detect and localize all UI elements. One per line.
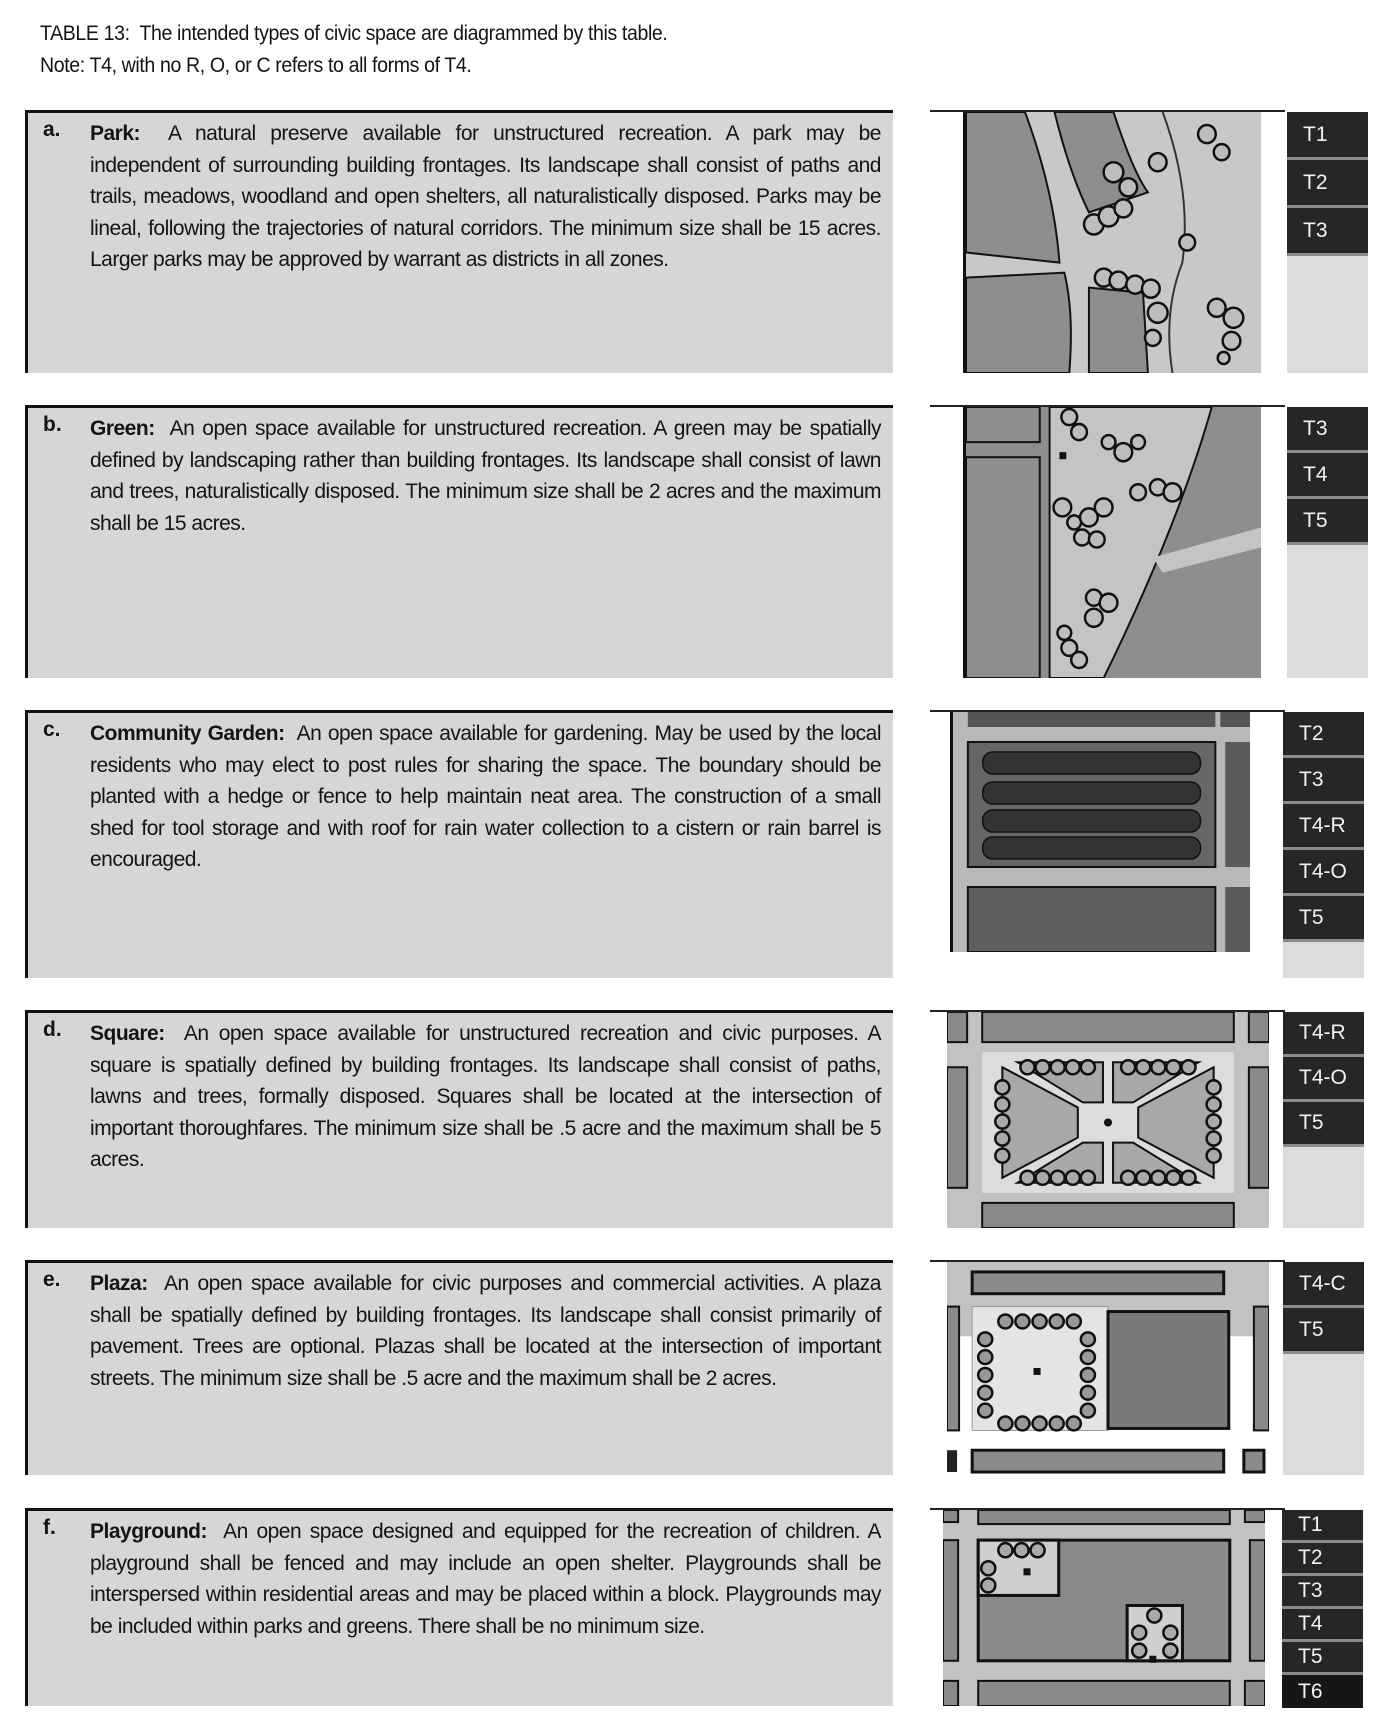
community-garden-diagram	[950, 712, 1250, 952]
zone-tag: T4-O	[1283, 850, 1364, 896]
zone-tag: T3	[1287, 407, 1368, 453]
zone-tag: T5	[1282, 1642, 1363, 1675]
civic-space-row-park	[0, 110, 1394, 373]
civic-space-row-community-garden	[0, 710, 1394, 978]
zone-tag: T3	[1282, 1576, 1363, 1609]
description	[90, 1268, 881, 1394]
civic-space-row-green	[0, 405, 1394, 678]
row-letter: a.	[43, 118, 61, 141]
definition: An open space designed and equipped for the recreation of children. A playground shall be fenced and may include an open shelter. Playgrounds shall be interspersed within residential areas and may be placed within a block. Playgrounds may be included within parks and greens. There shall be no minimum size.	[90, 1520, 882, 1638]
zone-tags	[1283, 1262, 1364, 1475]
zone-tag: T1	[1287, 112, 1368, 160]
term: Square:	[90, 1022, 165, 1045]
zone-tag: T4-R	[1283, 1012, 1364, 1057]
playground-diagram	[943, 1510, 1265, 1706]
description-box	[25, 1260, 893, 1475]
zone-tag: T4-C	[1283, 1262, 1364, 1308]
row-letter: c.	[43, 718, 61, 741]
caption-line-1	[40, 18, 667, 50]
zone-tag: T4-O	[1283, 1057, 1364, 1102]
zone-tag: T5	[1287, 499, 1368, 545]
term: Green:	[90, 417, 155, 440]
zone-tag: T5	[1283, 1102, 1364, 1147]
definition: An open space available for unstructured recreation and civic purposes. A square is spatially defined by building frontages. Its landscape shall consist of paths, lawns and trees, formally disposed. Squares shall be located at the intersection of important thoroughfares. The minimum size shall be .5 acre and the maximum shall be 5 acres.	[90, 1022, 881, 1171]
zone-tag: T5	[1283, 896, 1364, 942]
term: Park:	[90, 122, 141, 145]
square-diagram	[947, 1012, 1269, 1228]
zone-tags	[1283, 712, 1364, 978]
row-letter: b.	[43, 413, 62, 436]
zone-tag: T4-R	[1283, 804, 1364, 850]
zone-tag: T4	[1287, 453, 1368, 499]
definition: An open space available for unstructured recreation. A green may be spatially defined by landscaping rather than building frontages. Its landscape shall consist of lawn and trees, naturalistically disposed. The minimum size shall be 2 acres and the maximum shall be 15 acres.	[90, 417, 882, 535]
zone-tag: T1	[1282, 1510, 1363, 1543]
zone-tag: T5	[1283, 1308, 1364, 1354]
description	[90, 1516, 881, 1642]
zone-tag: T3	[1287, 208, 1368, 256]
description-box	[25, 110, 893, 373]
term: Playground:	[90, 1520, 208, 1543]
civic-space-row-playground	[0, 1508, 1394, 1706]
plaza-diagram	[947, 1262, 1269, 1475]
row-letter: e.	[43, 1268, 61, 1291]
zone-tag: T2	[1283, 712, 1364, 758]
zone-tag: T3	[1283, 758, 1364, 804]
row-letter: d.	[43, 1018, 62, 1041]
description	[90, 118, 881, 276]
green-diagram	[963, 407, 1261, 678]
caption-note: Note: T4, with no R, O, or C refers to all forms of T4.	[40, 54, 472, 77]
zone-tag: T4	[1282, 1609, 1363, 1642]
row-letter: f.	[43, 1516, 56, 1539]
description-box	[25, 1508, 893, 1706]
zone-tag: T2	[1287, 160, 1368, 208]
term: Plaza:	[90, 1272, 148, 1295]
caption-title: The intended types of civic space are diagrammed by this table.	[139, 22, 668, 45]
zone-tags	[1282, 1510, 1363, 1706]
zone-tag: T6	[1282, 1675, 1363, 1708]
zone-tags	[1283, 1012, 1364, 1228]
description-box	[25, 405, 893, 678]
civic-space-row-plaza	[0, 1260, 1394, 1475]
description	[90, 413, 881, 539]
table-caption	[40, 18, 667, 82]
zone-tags	[1287, 407, 1368, 678]
table-number: TABLE 13:	[40, 22, 130, 45]
description-box	[25, 710, 893, 978]
zone-tag: T2	[1282, 1543, 1363, 1576]
term: Community Garden:	[90, 722, 285, 745]
park-diagram	[963, 112, 1261, 373]
zone-tags	[1287, 112, 1368, 373]
definition: An open space available for gardening. May be used by the local residents who may elect to post rules for sharing the space. The boundary should be planted with a hedge or fence to help maintain neat area. The construction of a small shed for tool storage and with roof for rain water collection to a cistern or rain barrel is encouraged.	[90, 722, 881, 871]
description	[90, 1018, 881, 1176]
description-box	[25, 1010, 893, 1228]
civic-space-row-square	[0, 1010, 1394, 1228]
definition: A natural preserve available for unstructured recreation. A park may be independent of surrounding building frontages. Its landscape shall consist of paths and trails, meadows, woodland and open shelters, all naturalistically disposed. Parks may be lineal, following the trajectories of natural corridors. The minimum size shall be 15 acres. Larger parks may be approved by warrant as districts in all zones.	[90, 122, 881, 271]
description	[90, 718, 881, 876]
definition: An open space available for civic purposes and commercial activities. A plaza shall be spatially defined by building frontages. Its landscape shall consist primarily of pavement. Trees are optional. Plazas shall be located at the intersection of important streets. The minimum size shall be .5 acre and the maximum shall be 2 acres.	[90, 1272, 881, 1390]
